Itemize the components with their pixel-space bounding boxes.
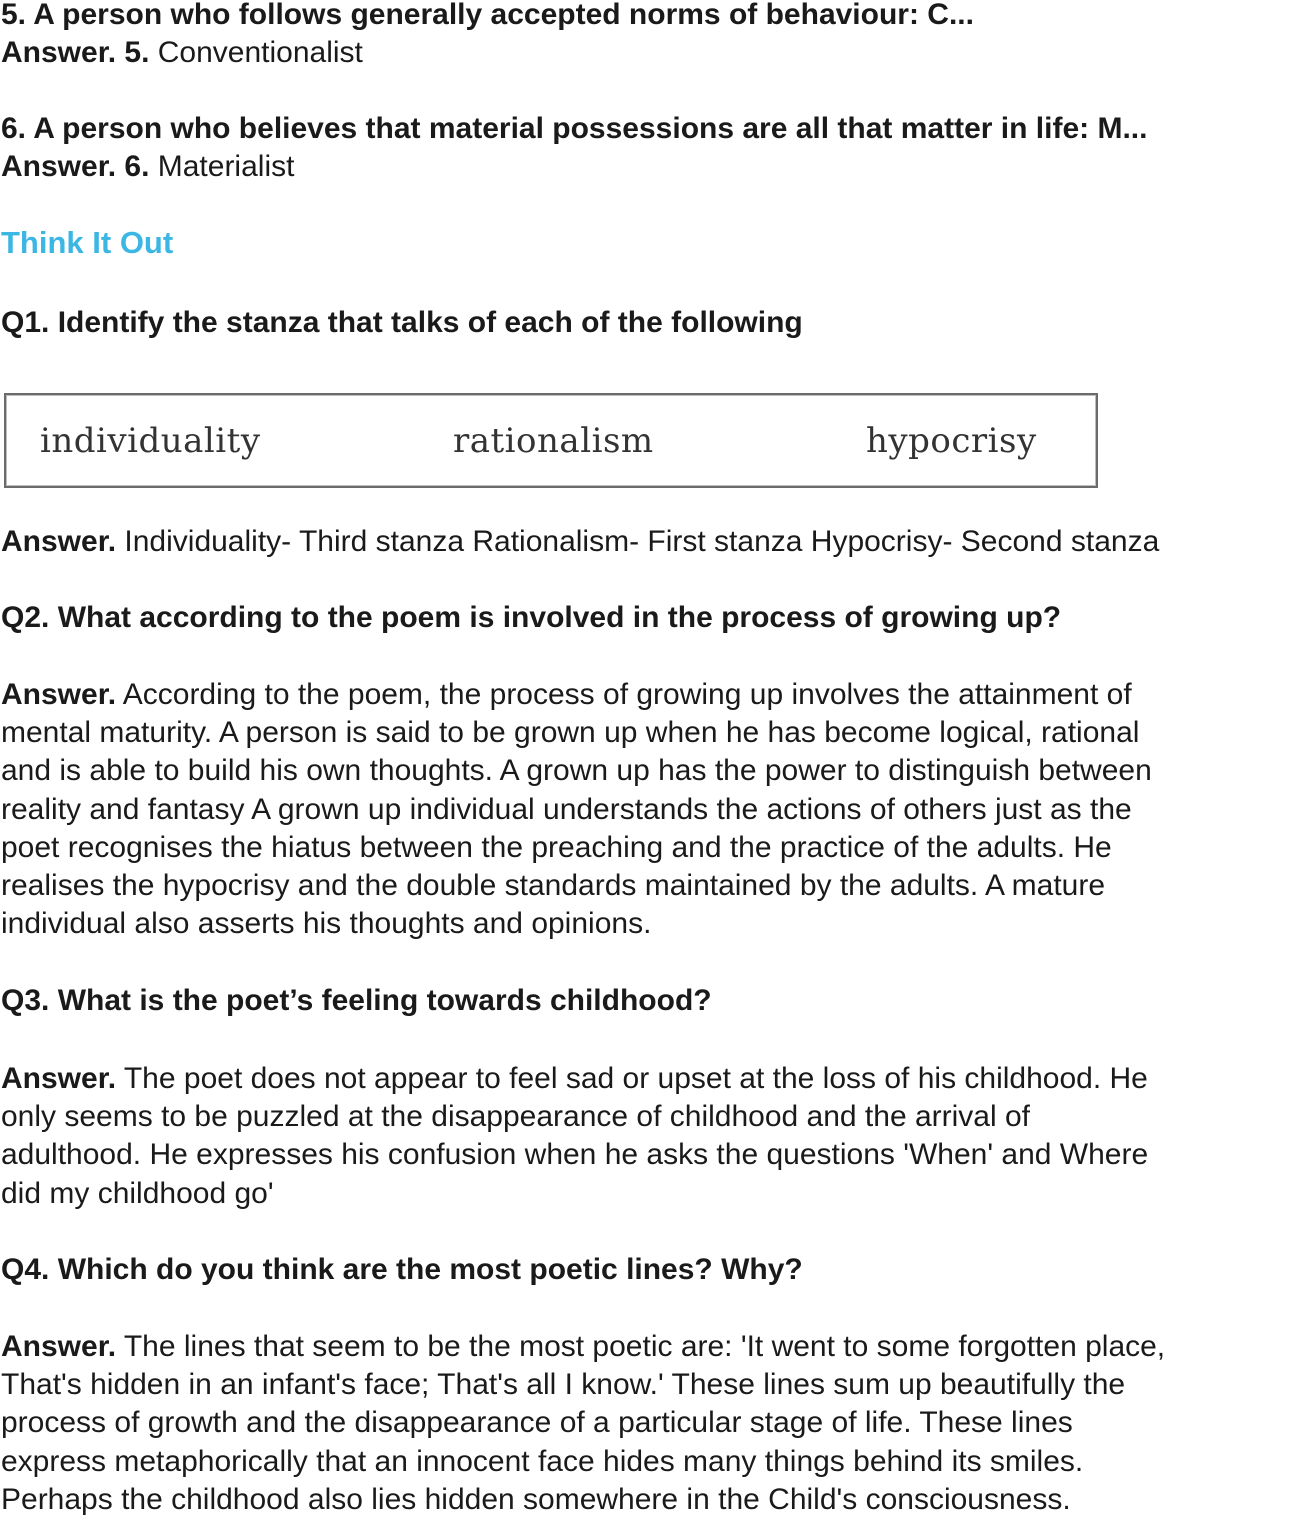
answer-q1-label: Answer. xyxy=(1,525,117,558)
answer-6-text: Materialist xyxy=(157,150,295,183)
answer-q2-line: poet recognises the hiatus between the preaching and the practice of the adults. He xyxy=(1,830,1112,864)
answer-q2-line xyxy=(1,676,1291,714)
answer-q2-line: individual also asserts his thoughts and opinions. xyxy=(1,907,652,941)
answer-q2-line: reality and fantasy A grown up individual understands the actions of others just as the xyxy=(1,792,1132,826)
answer-q4-label: Answer. xyxy=(1,1330,117,1363)
answer-q4-line: process of growth and the disappearance of a particular stage of life. These lines xyxy=(1,1406,1073,1440)
answer-q4-line: That's hidden in an infant's face; That's all I know.' These lines sum up beautifully the xyxy=(1,1368,1126,1402)
answer-5 xyxy=(1,34,1291,72)
answer-q3-line: only seems to be puzzled at the disappearance of childhood and the arrival of xyxy=(1,1100,1030,1134)
answer-q3-label: Answer. xyxy=(1,1062,117,1095)
word-box xyxy=(4,393,1098,488)
word-individuality: individuality xyxy=(40,421,261,461)
answer-q4-line xyxy=(1,1328,1291,1366)
answer-q4-line: Perhaps the childhood also lies hidden somewhere in the Child's consciousness. xyxy=(1,1482,1071,1516)
question-5: 5. A person who follows generally accepted norms of behaviour: C... xyxy=(1,0,974,31)
answer-6-label: Answer. 6. xyxy=(1,150,150,183)
answer-q3-line: did my childhood go' xyxy=(1,1176,274,1210)
question-q3: Q3. What is the poet’s feeling towards childhood? xyxy=(1,984,712,1017)
question-6: 6. A person who believes that material possessions are all that matter in life: M... xyxy=(1,112,1148,145)
answer-q4-text: The lines that seem to be the most poetic are: 'It went to some forgotten place, xyxy=(123,1330,1166,1363)
answer-q2-text: According to the poem, the process of growing up involves the attainment of xyxy=(122,678,1132,711)
answer-q1 xyxy=(1,523,1291,561)
answer-q3-text: The poet does not appear to feel sad or upset at the loss of his childhood. He xyxy=(123,1062,1148,1095)
answer-q1-text: Individuality- Third stanza Rationalism- First stanza Hypocrisy- Second stanza xyxy=(124,525,1160,558)
answer-q4-line: express metaphorically that an innocent face hides many things behind its smiles. xyxy=(1,1444,1084,1478)
answer-5-label: Answer. 5. xyxy=(1,36,150,69)
answer-q2-label: Answer. xyxy=(1,678,117,711)
answer-q3 xyxy=(1,1060,1291,1213)
answer-q4 xyxy=(1,1328,1291,1519)
answer-6-line xyxy=(1,148,1291,186)
answer-q2-line: mental maturity. A person is said to be grown up when he has become logical, rational xyxy=(1,716,1140,750)
answer-q2 xyxy=(1,676,1291,943)
answer-q1-line xyxy=(1,523,1291,561)
answer-5-line xyxy=(1,34,1291,72)
question-q4: Q4. Which do you think are the most poetic lines? Why? xyxy=(1,1253,803,1286)
answer-q3-line xyxy=(1,1060,1291,1098)
answer-q2-line: realises the hypocrisy and the double standards maintained by the adults. A mature xyxy=(1,869,1106,903)
answer-6 xyxy=(1,148,1291,186)
word-hypocrisy: hypocrisy xyxy=(866,421,1037,461)
answer-q2-line: and is able to build his own thoughts. A grown up has the power to distinguish between xyxy=(1,754,1152,788)
question-q2: Q2. What according to the poem is involved in the process of growing up? xyxy=(1,601,1062,634)
question-q1: Q1. Identify the stanza that talks of each of the following xyxy=(1,306,803,339)
section-heading: Think It Out xyxy=(1,225,174,260)
answer-q3-line: adulthood. He expresses his confusion when he asks the questions 'When' and Where xyxy=(1,1138,1149,1172)
answer-5-text: Conventionalist xyxy=(157,36,363,69)
word-rationalism: rationalism xyxy=(453,421,654,461)
